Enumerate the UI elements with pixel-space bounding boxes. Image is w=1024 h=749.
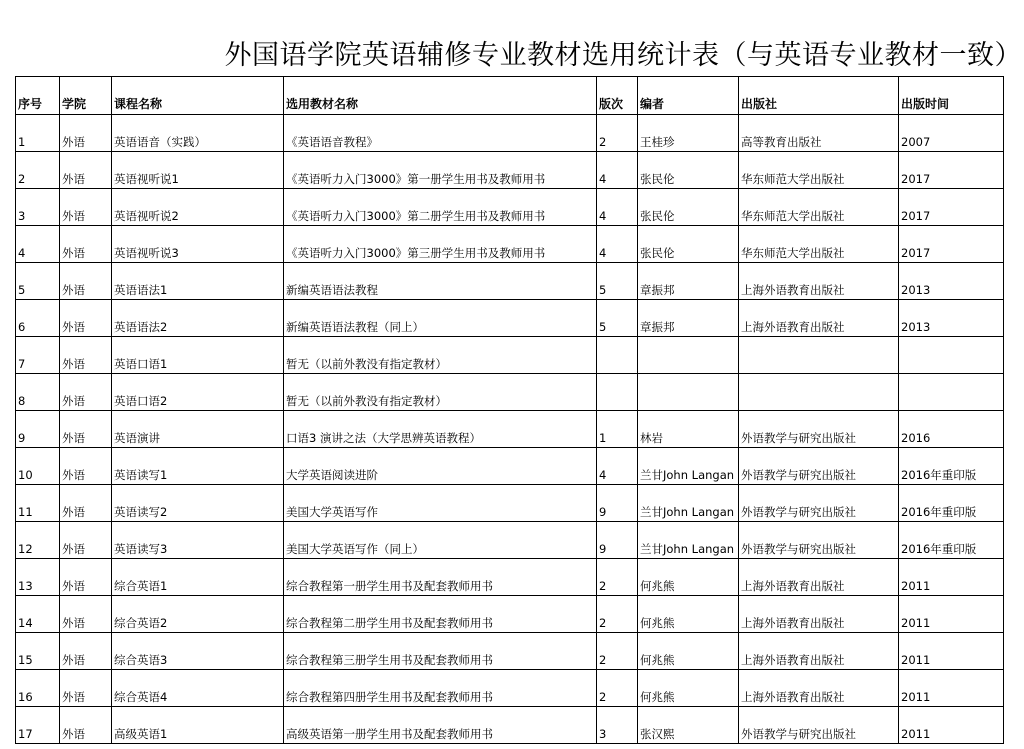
cell-textbook: 新编英语语法教程 (284, 263, 597, 300)
cell-course: 英语演讲 (112, 411, 284, 448)
cell-edition: 9 (597, 485, 638, 522)
cell-date: 2017 (899, 189, 1004, 226)
document-title: 外国语学院英语辅修专业教材选用统计表（与英语专业教材一致） (224, 40, 1022, 71)
cell-date: 2011 (899, 670, 1004, 707)
cell-publisher: 外语教学与研究出版社 (739, 522, 899, 559)
cell-textbook: 暂无（以前外教没有指定教材） (284, 374, 597, 411)
table-row (16, 300, 1004, 337)
cell-date: 2011 (899, 707, 1004, 744)
cell-college: 外语 (60, 226, 112, 263)
cell-course: 综合英语4 (112, 670, 284, 707)
cell-index: 12 (16, 522, 60, 559)
cell-editor: 何兆熊 (638, 670, 739, 707)
cell-publisher: 高等教育出版社 (739, 115, 899, 152)
table-row (16, 152, 1004, 189)
cell-date (899, 337, 1004, 374)
cell-edition: 2 (597, 596, 638, 633)
cell-editor: 何兆熊 (638, 633, 739, 670)
cell-index: 13 (16, 559, 60, 596)
cell-textbook: 大学英语阅读进阶 (284, 448, 597, 485)
cell-course: 英语读写3 (112, 522, 284, 559)
cell-edition: 2 (597, 115, 638, 152)
cell-edition: 2 (597, 559, 638, 596)
cell-date (899, 374, 1004, 411)
cell-editor: 兰甘John Langan (638, 485, 739, 522)
cell-textbook: 口语3 演讲之法（大学思辨英语教程） (284, 411, 597, 448)
header-cell-edition: 版次 (597, 77, 638, 115)
header-cell-course: 课程名称 (112, 77, 284, 115)
cell-editor: 张民伦 (638, 189, 739, 226)
cell-index: 9 (16, 411, 60, 448)
cell-index: 7 (16, 337, 60, 374)
cell-textbook: 综合教程第三册学生用书及配套教师用书 (284, 633, 597, 670)
cell-date: 2013 (899, 263, 1004, 300)
cell-date: 2011 (899, 559, 1004, 596)
cell-course: 英语口语2 (112, 374, 284, 411)
cell-college: 外语 (60, 263, 112, 300)
cell-index: 3 (16, 189, 60, 226)
cell-index: 2 (16, 152, 60, 189)
cell-course: 英语视听说2 (112, 189, 284, 226)
cell-date: 2011 (899, 596, 1004, 633)
cell-college: 外语 (60, 707, 112, 744)
cell-publisher: 外语教学与研究出版社 (739, 485, 899, 522)
table-row (16, 226, 1004, 263)
cell-publisher (739, 374, 899, 411)
cell-editor: 何兆熊 (638, 596, 739, 633)
cell-course: 英语口语1 (112, 337, 284, 374)
table-row (16, 670, 1004, 707)
cell-college: 外语 (60, 337, 112, 374)
cell-college: 外语 (60, 152, 112, 189)
table-row (16, 522, 1004, 559)
cell-college: 外语 (60, 115, 112, 152)
cell-publisher: 华东师范大学出版社 (739, 226, 899, 263)
table-row (16, 374, 1004, 411)
cell-edition: 4 (597, 152, 638, 189)
cell-index: 16 (16, 670, 60, 707)
cell-college: 外语 (60, 448, 112, 485)
cell-editor: 兰甘John Langan (638, 448, 739, 485)
cell-editor: 何兆熊 (638, 559, 739, 596)
cell-index: 8 (16, 374, 60, 411)
header-cell-publisher: 出版社 (739, 77, 899, 115)
cell-index: 5 (16, 263, 60, 300)
cell-textbook: 综合教程第二册学生用书及配套教师用书 (284, 596, 597, 633)
cell-date: 2013 (899, 300, 1004, 337)
cell-edition: 3 (597, 707, 638, 744)
table-row (16, 411, 1004, 448)
cell-college: 外语 (60, 189, 112, 226)
cell-textbook: 《英语听力入门3000》第三册学生用书及教师用书 (284, 226, 597, 263)
cell-index: 10 (16, 448, 60, 485)
textbook-table (15, 76, 1004, 744)
table-header-row (16, 77, 1004, 115)
cell-date: 2016年重印版 (899, 485, 1004, 522)
cell-publisher: 上海外语教育出版社 (739, 559, 899, 596)
table-row (16, 596, 1004, 633)
cell-edition: 5 (597, 263, 638, 300)
cell-publisher: 上海外语教育出版社 (739, 263, 899, 300)
cell-textbook: 美国大学英语写作 (284, 485, 597, 522)
cell-date: 2011 (899, 633, 1004, 670)
header-cell-college: 学院 (60, 77, 112, 115)
cell-course: 英语视听说3 (112, 226, 284, 263)
cell-college: 外语 (60, 300, 112, 337)
cell-course: 英语读写2 (112, 485, 284, 522)
table-row (16, 115, 1004, 152)
cell-college: 外语 (60, 522, 112, 559)
cell-editor: 张民伦 (638, 152, 739, 189)
cell-index: 6 (16, 300, 60, 337)
cell-publisher: 上海外语教育出版社 (739, 633, 899, 670)
table-row (16, 559, 1004, 596)
table-row (16, 485, 1004, 522)
cell-publisher: 外语教学与研究出版社 (739, 411, 899, 448)
cell-editor: 章振邦 (638, 300, 739, 337)
table-row (16, 263, 1004, 300)
cell-college: 外语 (60, 633, 112, 670)
cell-college: 外语 (60, 374, 112, 411)
cell-publisher: 外语教学与研究出版社 (739, 707, 899, 744)
cell-textbook: 新编英语语法教程（同上） (284, 300, 597, 337)
cell-edition: 4 (597, 189, 638, 226)
cell-textbook: 《英语语音教程》 (284, 115, 597, 152)
header-cell-index: 序号 (16, 77, 60, 115)
cell-editor: 兰甘John Langan (638, 522, 739, 559)
cell-editor: 张民伦 (638, 226, 739, 263)
cell-course: 英语视听说1 (112, 152, 284, 189)
cell-publisher: 上海外语教育出版社 (739, 596, 899, 633)
cell-edition: 5 (597, 300, 638, 337)
cell-textbook: 《英语听力入门3000》第一册学生用书及教师用书 (284, 152, 597, 189)
cell-textbook: 美国大学英语写作（同上） (284, 522, 597, 559)
table-row (16, 189, 1004, 226)
cell-course: 英语语音（实践） (112, 115, 284, 152)
table-row (16, 633, 1004, 670)
cell-publisher: 上海外语教育出版社 (739, 300, 899, 337)
cell-index: 14 (16, 596, 60, 633)
cell-index: 11 (16, 485, 60, 522)
cell-college: 外语 (60, 596, 112, 633)
cell-edition: 2 (597, 670, 638, 707)
cell-textbook: 综合教程第一册学生用书及配套教师用书 (284, 559, 597, 596)
cell-college: 外语 (60, 559, 112, 596)
cell-textbook: 综合教程第四册学生用书及配套教师用书 (284, 670, 597, 707)
cell-edition (597, 374, 638, 411)
cell-index: 4 (16, 226, 60, 263)
cell-date: 2016 (899, 411, 1004, 448)
cell-college: 外语 (60, 670, 112, 707)
cell-date: 2007 (899, 115, 1004, 152)
cell-publisher: 外语教学与研究出版社 (739, 448, 899, 485)
cell-index: 17 (16, 707, 60, 744)
header-cell-editor: 编者 (638, 77, 739, 115)
cell-date: 2017 (899, 152, 1004, 189)
cell-date: 2016年重印版 (899, 448, 1004, 485)
cell-date: 2016年重印版 (899, 522, 1004, 559)
cell-course: 综合英语1 (112, 559, 284, 596)
cell-edition: 4 (597, 448, 638, 485)
cell-editor: 张汉熙 (638, 707, 739, 744)
header-cell-textbook: 选用教材名称 (284, 77, 597, 115)
table-row (16, 337, 1004, 374)
cell-course: 英语读写1 (112, 448, 284, 485)
cell-editor: 林岩 (638, 411, 739, 448)
cell-college: 外语 (60, 411, 112, 448)
cell-publisher: 上海外语教育出版社 (739, 670, 899, 707)
cell-course: 综合英语2 (112, 596, 284, 633)
cell-edition: 1 (597, 411, 638, 448)
cell-editor (638, 374, 739, 411)
cell-edition: 2 (597, 633, 638, 670)
cell-course: 综合英语3 (112, 633, 284, 670)
table-row (16, 707, 1004, 744)
cell-publisher (739, 337, 899, 374)
cell-course: 英语语法1 (112, 263, 284, 300)
cell-date: 2017 (899, 226, 1004, 263)
cell-publisher: 华东师范大学出版社 (739, 189, 899, 226)
header-cell-date: 出版时间 (899, 77, 1004, 115)
cell-editor: 王桂珍 (638, 115, 739, 152)
cell-course: 高级英语1 (112, 707, 284, 744)
cell-course: 英语语法2 (112, 300, 284, 337)
cell-edition (597, 337, 638, 374)
cell-editor (638, 337, 739, 374)
cell-index: 15 (16, 633, 60, 670)
cell-textbook: 暂无（以前外教没有指定教材） (284, 337, 597, 374)
cell-college: 外语 (60, 485, 112, 522)
cell-publisher: 华东师范大学出版社 (739, 152, 899, 189)
cell-index: 1 (16, 115, 60, 152)
cell-edition: 9 (597, 522, 638, 559)
cell-edition: 4 (597, 226, 638, 263)
table-row (16, 448, 1004, 485)
cell-textbook: 高级英语第一册学生用书及配套教师用书 (284, 707, 597, 744)
cell-textbook: 《英语听力入门3000》第二册学生用书及教师用书 (284, 189, 597, 226)
cell-editor: 章振邦 (638, 263, 739, 300)
